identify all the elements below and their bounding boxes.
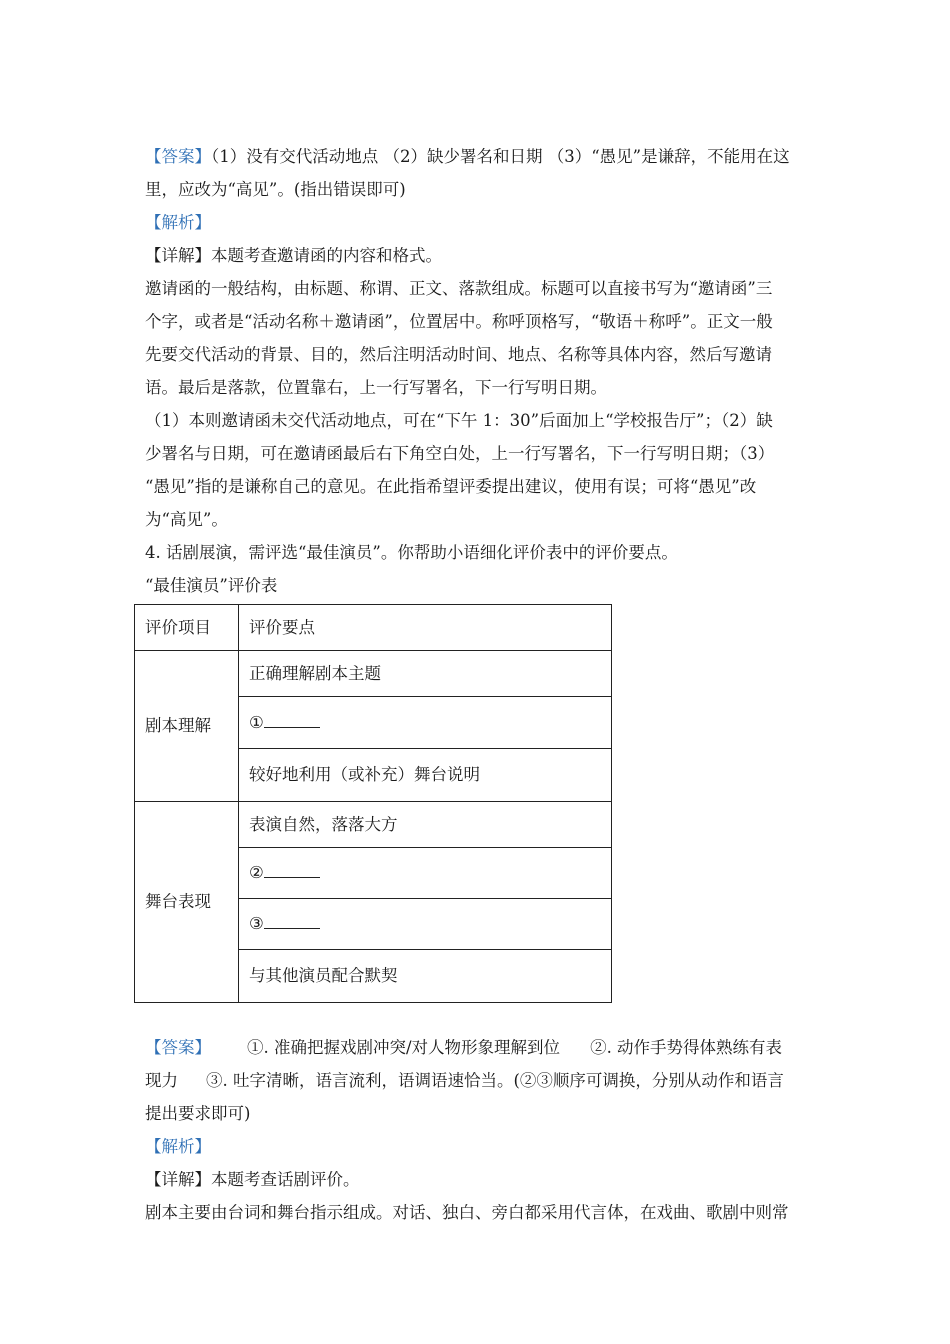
question-4-text: 4. 话剧展演，需评选“最佳演员”。你帮助小语细化评价表中的评价要点。 [145,543,678,562]
detail-line: 【详解】本题考查邀请函的内容和格式。 [145,246,442,265]
criteria-blank-cell [239,899,612,950]
circled-number: ① [249,712,264,732]
criteria-cell: 表演自然，落落大方 [239,802,612,848]
criteria-blank-cell [239,848,612,899]
paragraph-line: 先要交代活动的背景、目的，然后注明活动时间、地点、名称等具体内容，然后写邀请 [145,345,772,364]
answer-label: 【答案】 [145,147,211,166]
table-header-cell: 评价要点 [239,605,612,651]
answer-line-1 [145,140,815,173]
paragraph-line: 语。最后是落款，位置靠右，上一行写署名，下一行写明日期。 [145,378,607,397]
evaluation-table [134,604,612,1003]
blank-line [264,713,320,728]
criteria-blank-cell [239,697,612,749]
circled-number: ② [249,863,264,882]
circled-number: ③ [249,914,264,933]
paragraph-line: 剧本主要由台词和舞台指示组成。对话、独白、旁白都采用代言体，在戏曲、歌剧中则常 [145,1203,789,1222]
answer-item-1: ①. 准确把握戏剧冲突/对人物形象理解到位 [247,1038,561,1057]
table-title: “最佳演员”评价表 [145,576,278,595]
table-header-row [135,605,612,651]
criteria-cell: 与其他演员配合默契 [239,950,612,1003]
paragraph-line: “愚见”指的是谦称自己的意见。在此指希望评委提出建议，使用有误；可将“愚见”改 [145,477,757,496]
group-name-cell: 剧本理解 [135,651,239,802]
paragraph-line: 少署名与日期，可在邀请函最后右下角空白处，上一行写署名，下一行写明日期；（3） [145,444,775,463]
answer-item-2-cont: 现力 [145,1071,178,1090]
answer-item-2: ②. 动作手势得体熟练有表 [590,1038,783,1057]
blank-line [264,914,320,929]
detail-line: 【详解】本题考查话剧评价。 [145,1170,360,1189]
answer-label: 【答案】 [145,1038,211,1057]
paragraph-line: 邀请函的一般结构，由标题、称谓、正文、落款组成。标题可以直接书写为“邀请函”三 [145,279,773,298]
table-row [135,802,612,848]
answer-item-3: ③. 吐字清晰，语言流利，语调语速恰当。(②③顺序可调换，分别从动作和语言 [206,1071,784,1090]
blank-line [264,863,320,878]
answer2-line-1 [145,1031,815,1064]
table-row [135,651,612,697]
answer2-line-2 [145,1064,815,1097]
answer-line-2: 里，应改为“高见”。(指出错误即可) [145,180,406,199]
criteria-cell: 正确理解剧本主题 [239,651,612,697]
answer-text: （1）没有交代活动地点 （2）缺少署名和日期 （3）“愚见”是谦辞，不能用在这 [211,147,790,166]
group-name-cell: 舞台表现 [135,802,239,1003]
paragraph-line: （1）本则邀请函未交代活动地点，可在“下午 1：30”后面加上“学校报告厅”；（2）缺 [145,411,773,430]
answer2-line-3: 提出要求即可) [145,1104,251,1123]
paragraph-line: 个字，或者是“活动名称＋邀请函”，位置居中。称呼顶格写，“敬语＋称呼”。正文一般 [145,312,773,331]
document-body-2 [145,1031,815,1229]
paragraph-line: 为“高见”。 [145,510,228,529]
analysis-label: 【解析】 [145,213,211,232]
analysis-label: 【解析】 [145,1137,211,1156]
table-header-cell: 评价项目 [135,605,239,651]
document-body [145,140,815,602]
criteria-cell: 较好地利用（或补充）舞台说明 [239,749,612,802]
